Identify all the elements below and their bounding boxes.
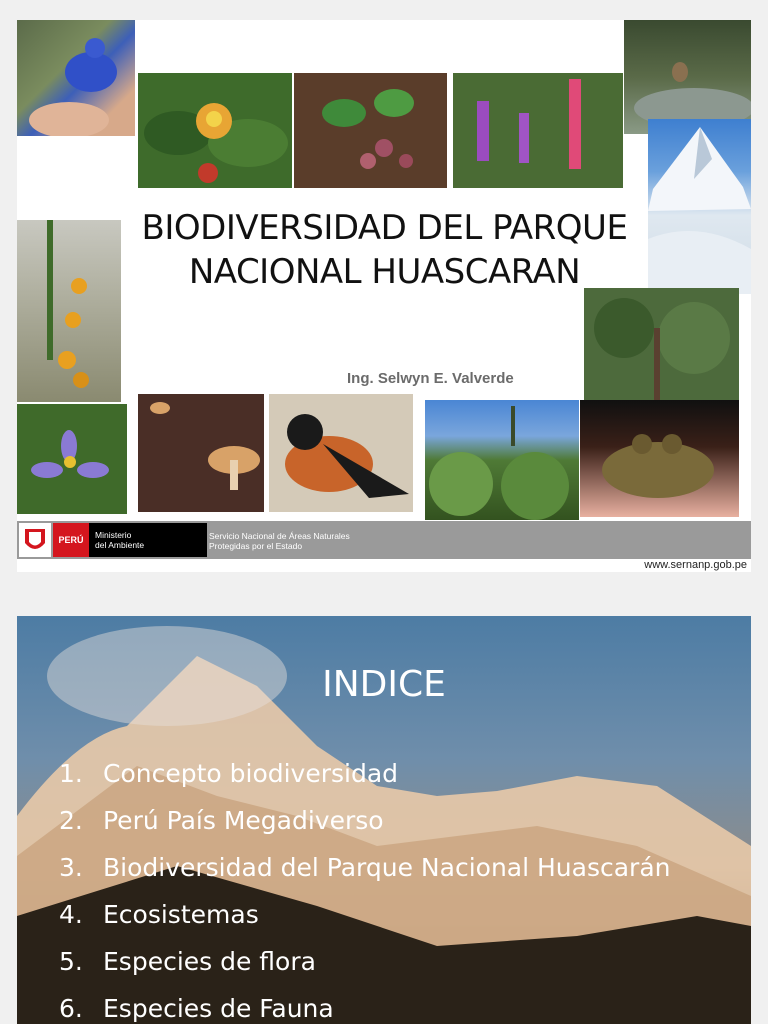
puya-plants-photo [425,400,579,520]
mushroom-photo [138,394,264,512]
peru-label: PERÚ [53,523,89,557]
tanager-photo [269,394,413,512]
list-item: 4. Ecosistemas [59,900,259,929]
list-item: 6. Especies de Fauna [59,994,334,1023]
title-slide [17,20,751,572]
ministry-label: Ministerio del Ambiente [89,523,207,557]
list-item: 2. Perú País Megadiverso [59,806,384,835]
author-name: Ing. Selwyn E. Valverde [347,370,514,387]
mountain-snow-photo [648,119,751,294]
iris-photo [17,404,127,514]
index-title: INDICE [322,664,446,705]
bird-photo [17,20,135,136]
rocks-animal-photo [624,20,751,134]
website-url[interactable]: www.sernanp.gob.pe [644,559,747,571]
list-item: 5. Especies de flora [59,947,316,976]
list-item: 3. Biodiversidad del Parque Nacional Huascarán [59,853,671,882]
orchid-photo [17,220,121,402]
service-label: Servicio Nacional de Áreas Naturales Protegidas por el Estado [209,531,350,551]
frog-photo [580,400,739,517]
title-line-2: NACIONAL HUASCARAN [188,252,581,292]
index-slide [17,616,751,1024]
list-item: 1. Concepto biodiversidad [59,759,399,788]
title-line-1: BIODIVERSIDAD DEL PARQUE [141,208,628,248]
slide-title [117,206,652,294]
index-list [59,750,671,1024]
shrub-photo [584,288,739,401]
pink-flowers-photo [453,73,623,188]
orange-flower-photo [138,73,292,188]
plant-soil-photo [294,73,447,188]
coat-of-arms-logo [19,523,51,557]
footer-bar [17,521,751,559]
